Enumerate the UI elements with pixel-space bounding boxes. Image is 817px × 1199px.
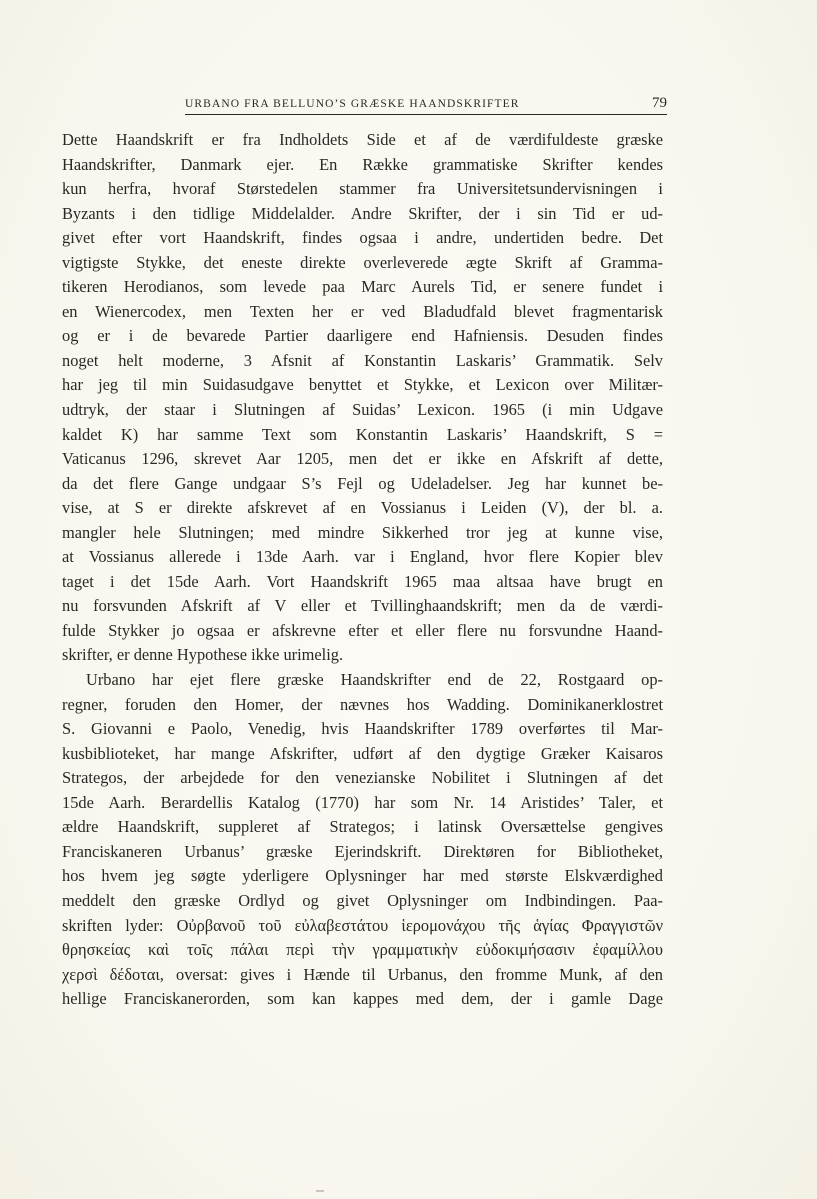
- text-line: har jeg til min Suidasudgave benyttet et Stykke, et Lexicon over Militær-: [62, 375, 663, 395]
- text-line: Strategos, der arbejdede for den venezianske Nobilitet i Slutningen af det: [62, 768, 663, 788]
- greek-text-line: skriften lyder: Οὐρβανοῦ τοῦ εὐλαβεστάτου ἱερομονάχου τῆς ἁγίας Φραγγιστῶν: [62, 915, 663, 935]
- paragraph-last-line: skrifter, er denne Hypothese ikke urimelig.: [62, 645, 344, 665]
- text-line: og er i de bevarede Partier daarligere end Hafniensis. Desuden findes: [62, 326, 663, 346]
- text-line: givet efter vort Haandskrift, findes ogsaa i andre, undertiden bedre. Det: [62, 228, 663, 248]
- text-line: kun herfra, hvoraf Størstedelen stammer fra Universitetsundervisningen i: [62, 179, 663, 199]
- running-title: URBANO FRA BELLUNO’S GRÆSKE HAANDSKRIFTER: [185, 98, 520, 110]
- text-line: at Vossianus allerede i 13de Aarh. var i England, hvor flere Kopier blev: [62, 547, 663, 567]
- text-line: Franciskaneren Urbanus’ græske Ejerindskrift. Direktøren for Bibliotheket,: [62, 841, 663, 861]
- body-text: [62, 128, 663, 1012]
- text-line: mangler hele Slutningen; med mindre Sikkerhed tror jeg at kunne vise,: [62, 522, 663, 542]
- text-line: Dette Haandskrift er fra Indholdets Side et af de værdifuldeste græske: [62, 130, 663, 149]
- text-line: Haandskrifter, Danmark ejer. En Række grammatiske Skrifter kendes: [62, 154, 663, 174]
- text-line: hos hvem jeg søgte yderligere Oplysninger har med største Elskværdighed: [62, 866, 663, 886]
- text-line: vigtigste Stykke, det eneste direkte overleverede ægte Skrift af Gramma-: [62, 252, 663, 272]
- text-line: S. Giovanni e Paolo, Venedig, hvis Haandskrifter 1789 overførtes til Mar-: [62, 719, 663, 739]
- text-line: kaldet K) har samme Text som Konstantin Laskaris’ Haandskrift, S =: [62, 424, 663, 444]
- text-line: hellige Franciskanerorden, som kan kappes med dem, der i gamle Dage: [62, 989, 663, 1009]
- text-line: fulde Stykker jo ogsaa er afskrevne efter et eller flere nu forsvundne Haand-: [62, 620, 663, 640]
- text-line: taget i det 15de Aarh. Vort Haandskrift 1965 maa altsaa have brugt en: [62, 571, 663, 591]
- text-line: regner, foruden den Homer, der nævnes hos Wadding. Dominikanerklostret: [62, 694, 663, 714]
- text-line: kusbiblioteket, har mange Afskrifter, udført af den dygtige Græker Kaisaros: [62, 743, 663, 763]
- paragraph-first-line: Urbano har ejet flere græske Haandskrifter end de 22, Rostgaard op-: [86, 670, 663, 690]
- text-line: 15de Aarh. Berardellis Katalog (1770) har som Nr. 14 Aristides’ Taler, et: [62, 792, 663, 812]
- greek-text-line: θρησκείας καὶ τοῖς πάλαι περὶ τὴν γραμματικὴν εὐδοκιμήσασιν ἐφαμίλλου: [62, 940, 663, 960]
- text-line: en Wienercodex, men Texten her er ved Bladudfald blevet fragmentarisk: [62, 301, 663, 321]
- running-head: [185, 96, 667, 115]
- text-line: nu forsvunden Afskrift af V eller et Tvillinghaandskrift; men da de værdi-: [62, 596, 663, 616]
- text-line: da det flere Gange undgaar S’s Fejl og Udeladelser. Jeg har kunnet be-: [62, 473, 663, 493]
- text-line: Vaticanus 1296, skrevet Aar 1205, men det er ikke en Afskrift af dette,: [62, 449, 663, 469]
- page-number: 79: [652, 95, 667, 111]
- text-line: ældre Haandskrift, suppleret af Strategos; i latinsk Oversættelse gengives: [62, 817, 663, 837]
- paper-speck: [316, 1190, 324, 1192]
- text-line: udtryk, der staar i Slutningen af Suidas’ Lexicon. 1965 (i min Udgave: [62, 400, 663, 420]
- text-line: tikeren Herodianos, som levede paa Marc Aurels Tid, er senere fundet i: [62, 277, 663, 297]
- text-line: meddelt den græske Ordlyd og givet Oplysninger om Indbindingen. Paa-: [62, 890, 663, 910]
- text-line: noget helt moderne, 3 Afsnit af Konstantin Laskaris’ Grammatik. Selv: [62, 350, 663, 370]
- text-line: vise, at S er direkte afskrevet af en Vossianus i Leiden (V), der bl. a.: [62, 498, 663, 518]
- text-line: Byzants i den tidlige Middelalder. Andre Skrifter, der i sin Tid er ud-: [62, 203, 663, 223]
- text-line: χερσὶ δέδοται, oversat: gives i Hænde til Urbanus, den fromme Munk, af den: [62, 964, 663, 984]
